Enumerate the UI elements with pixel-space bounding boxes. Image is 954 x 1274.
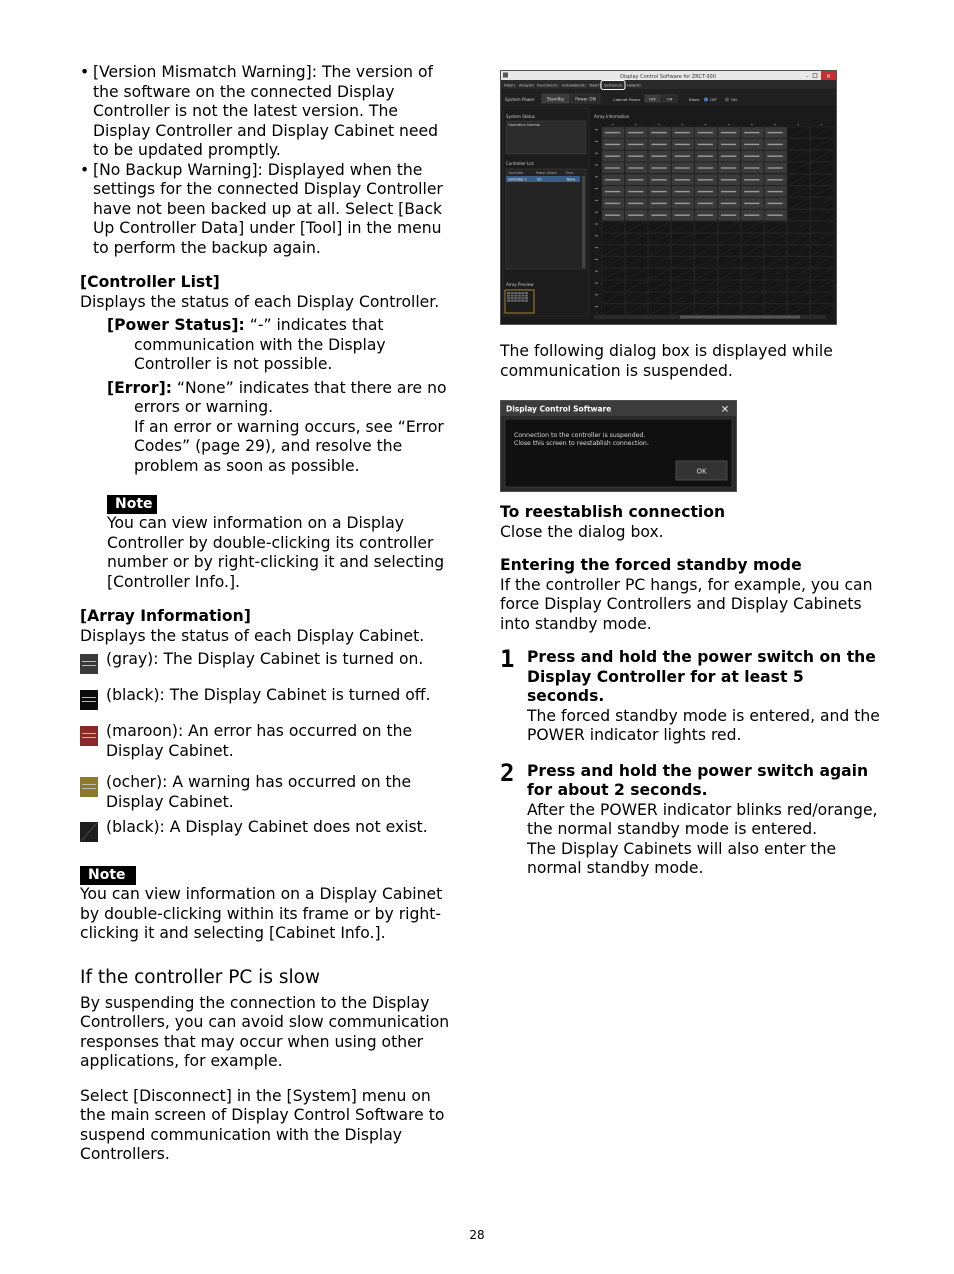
standby-text: If the controller PC hangs, for example, you can force Display Controllers and Display Cabinets into standby mode. <box>500 575 873 633</box>
note-badge: Note <box>107 495 157 514</box>
power-status-text: “-” indicates that communication with the Display Controller is not possible. <box>134 316 386 373</box>
cabinet-power-label: Cabinet Power <box>613 97 641 102</box>
reestablish-text: Close the dialog box. <box>500 522 664 541</box>
blank-on-label: ON <box>731 97 737 102</box>
cabinet-off-label: OFF <box>648 96 657 102</box>
power-status-item <box>107 316 456 375</box>
menu-item[interactable]: Tool(T) <box>589 83 601 88</box>
controller-list-heading: [Controller List] <box>80 273 220 291</box>
bullet-text: [No Backup Warning]: Displayed when the settings for the connected Display Controller have not been backed up at all. Select [Back Up Controller Data] under [Tool] in the menu to perform the backup again. <box>93 160 443 257</box>
step-text: After the POWER indicator blinks red/orange, the normal standby mode is entered. <box>527 800 878 838</box>
step-2 <box>500 758 880 879</box>
bullet-version-mismatch <box>80 63 456 161</box>
legend-text: (black): A Display Cabinet does not exist. <box>106 818 428 836</box>
legend-item <box>80 818 456 842</box>
legend-item <box>80 650 456 674</box>
step-1 <box>500 645 880 746</box>
dialog-ok-label: OK <box>696 467 707 476</box>
svg-text:–: – <box>806 74 809 80</box>
window-close-icon[interactable]: × <box>825 73 832 80</box>
controller-list-label: Controller List <box>506 161 534 166</box>
bullet-mark: • <box>80 63 90 81</box>
step-text: The Display Cabinets will also enter the normal standby mode. <box>527 839 837 877</box>
controller-row-error: None <box>567 177 576 182</box>
blank-off-radio[interactable] <box>704 98 708 102</box>
error-label: [Error]: <box>107 378 172 397</box>
right-column-text-2 <box>500 503 880 879</box>
menu-item[interactable]: Help(H) <box>627 83 641 88</box>
reestablish-heading: To reestablish connection <box>500 503 726 521</box>
slow-pc-paragraph-1: By suspending the connection to the Display Controllers, you can avoid slow communication responses that may occur when using other applications, for example. <box>80 993 450 1070</box>
standby-heading: Entering the forced standby mode <box>500 556 802 574</box>
controller-row-power: On <box>537 177 542 182</box>
dialog-message-1: Connection to the controller is suspended. <box>514 432 646 439</box>
suspended-dialog-screenshot <box>500 400 737 492</box>
left-column <box>80 63 456 1165</box>
controller-list-scrollbar[interactable] <box>582 176 585 268</box>
note-text: You can view information on a Display Controller by double-clicking its controller number or by right-clicking it and selecting [Controller Info.]. <box>107 514 445 591</box>
power-status-label: [Power Status]: <box>107 316 245 334</box>
dialog-close-icon[interactable]: ✕ <box>720 404 730 416</box>
error-text: “None” indicates that there are no errors or warning. <box>134 378 447 416</box>
blank-on-radio[interactable] <box>725 98 729 102</box>
array-hscrollbar[interactable] <box>680 316 800 319</box>
legend-text: (ocher): A warning has occurred on the Display Cabinet. <box>106 773 412 811</box>
cabinet-swatch-icon <box>80 822 98 842</box>
blank-off-label: OFF <box>710 97 718 102</box>
step-number: 1 <box>500 645 515 673</box>
operation-status: Operation Normal <box>508 123 541 127</box>
array-info-panel-label: Array Information <box>594 114 630 119</box>
right-column-text-1 <box>500 342 880 381</box>
dialog-intro: The following dialog box is displayed while communication is suspended. <box>500 342 833 380</box>
step-text: The forced standby mode is entered, and the POWER indicator lights red. <box>527 706 880 744</box>
power-on-label: Power ON <box>575 96 596 102</box>
array-information-grid <box>595 124 837 315</box>
error-item-continued: If an error or warning occurs, see “Error Codes” (page 29), and resolve the problem as soon as possible. <box>134 417 444 475</box>
step-title: Press and hold the power switch again for about 2 seconds. <box>527 761 869 799</box>
cabinet-on-label: ON <box>666 96 673 102</box>
note-badge: Note <box>80 866 136 885</box>
note-controller <box>107 493 456 592</box>
blank-label: Blank <box>689 97 700 102</box>
main-window-image <box>500 70 837 325</box>
menu-item[interactable]: Installation(I) <box>562 83 586 88</box>
dialog-title: Display Control Software <box>506 404 612 414</box>
page-number: 28 <box>469 1228 485 1242</box>
step-number: 2 <box>500 758 515 787</box>
legend-text: (gray): The Display Cabinet is turned on. <box>106 650 424 668</box>
dialog-message-2: Close this screen to reestablish connection. <box>514 440 649 447</box>
cabinet-legend <box>80 650 456 842</box>
menu-item[interactable]: File(F) <box>504 83 515 88</box>
slow-pc-paragraph-2: Select [Disconnect] in the [System] menu on the main screen of Display Control Software to suspend communication with the Display Controllers. <box>80 1086 445 1163</box>
standby-label: Standby <box>546 96 565 102</box>
window-title: Display Control Software for ZRCT-300 <box>620 74 716 80</box>
controller-col-power: Power Status <box>536 171 557 175</box>
controller-row-name[interactable]: Controller 1 <box>508 177 527 182</box>
cabinet-swatch-icon <box>80 690 98 710</box>
legend-text: (black): The Display Cabinet is turned off. <box>106 686 431 704</box>
section-title-slow-pc: If the controller PC is slow <box>80 966 321 988</box>
legend-item <box>80 773 456 812</box>
controller-col-controller: Controller <box>508 171 524 175</box>
array-preview-label: Array Preview <box>506 282 534 287</box>
array-info-desc: Displays the status of each Display Cabinet. <box>80 626 425 645</box>
note-text: You can view information on a Display Cabinet by double-clicking within its frame or by right-clicking it and selecting [Cabinet Info.]. <box>80 885 443 942</box>
cabinet-swatch-icon <box>80 726 98 746</box>
array-info-heading: [Array Information] <box>80 607 251 625</box>
controller-col-error: Error <box>566 171 574 175</box>
dialog-image <box>500 400 737 492</box>
note-cabinet <box>80 864 456 944</box>
cabinet-swatch-icon <box>80 777 98 797</box>
bullet-text: [Version Mismatch Warning]: The version of the software on the connected Display Controller is not the latest version. The Display Controller and Display Cabinet need to be updated promptly. <box>93 63 439 159</box>
step-title: Press and hold the power switch on the Display Controller for at least 5 seconds. <box>527 648 876 705</box>
legend-text: (maroon): An error has occurred on the Display Cabinet. <box>106 722 413 760</box>
step-body <box>527 648 880 746</box>
system-status-label: System Status <box>506 114 535 119</box>
legend-item <box>80 722 456 761</box>
legend-item <box>80 686 456 710</box>
cabinet-swatch-icon <box>80 654 98 674</box>
step-body <box>527 762 880 879</box>
bullet-mark: • <box>80 160 90 179</box>
menu-bar <box>504 84 641 88</box>
system-power-label: System Power <box>505 97 535 102</box>
error-item <box>107 379 456 418</box>
bullet-no-backup <box>80 161 456 259</box>
menu-item[interactable]: System(S) <box>604 83 623 88</box>
menu-item[interactable]: Array(A) <box>519 83 534 88</box>
menu-item[interactable]: Function(U) <box>537 83 558 88</box>
controller-list-desc: Displays the status of each Display Controller. <box>80 292 440 311</box>
software-screenshot <box>500 70 837 325</box>
